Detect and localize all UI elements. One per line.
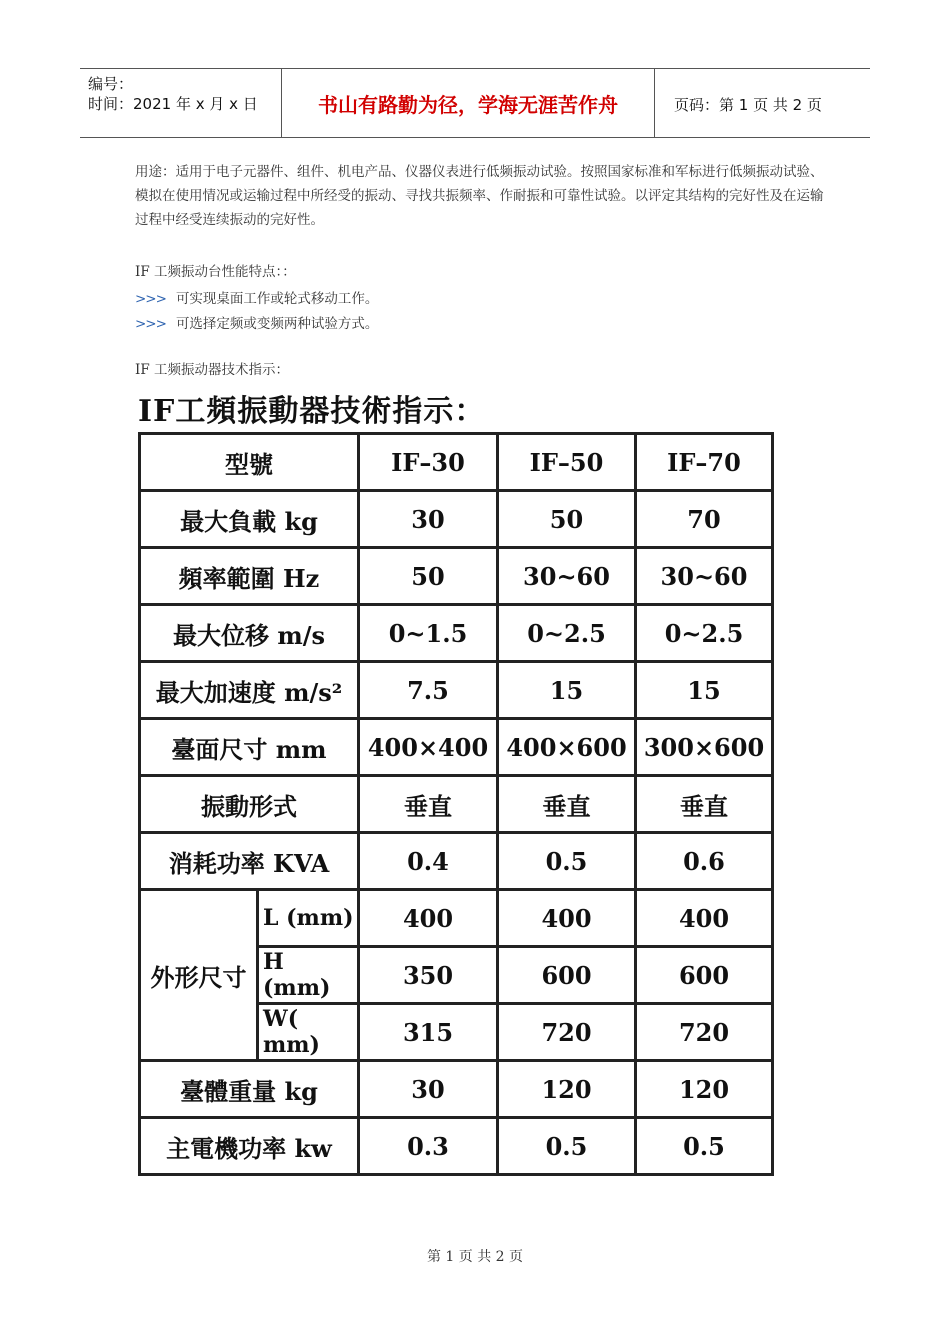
table-cell: 0.3 (359, 1118, 498, 1175)
bullet-arrow-icon: >>> (135, 291, 166, 307)
specs-heading: IF 工频振动器技术指示： (135, 362, 289, 378)
table-cell: 30 (359, 1061, 498, 1118)
table-cell: 400×400 (359, 719, 498, 776)
bullet-arrow-icon: >>> (135, 316, 166, 332)
row-label: 最大負載 kg (140, 491, 359, 548)
header-motto: 书山有路勤为径，学海无涯苦作舟 (281, 69, 655, 137)
feature-item (135, 287, 378, 307)
table-cell: 50 (498, 491, 636, 548)
table-cell: 15 (498, 662, 636, 719)
table-cell: 70 (636, 491, 773, 548)
table-cell: 30~60 (636, 548, 773, 605)
table-cell: 0.4 (359, 833, 498, 890)
table-cell: 0~1.5 (359, 605, 498, 662)
table-title: IF工頻振動器技術指示： (138, 394, 486, 429)
document-time-label: 时间：2021 年 x 月 x 日 (88, 95, 258, 113)
table-cell: 30~60 (498, 548, 636, 605)
table-cell: 0.5 (636, 1118, 773, 1175)
table-cell: 350 (359, 947, 498, 1004)
row-label: 最大加速度 m/s² (140, 662, 359, 719)
table-cell: 0.6 (636, 833, 773, 890)
row-label: 消耗功率 KVA (140, 833, 359, 890)
table-row (140, 719, 773, 776)
table-cell: 400 (359, 890, 498, 947)
header-cell: IF–30 (359, 434, 498, 491)
table-row (140, 548, 773, 605)
table-header-row (140, 434, 773, 491)
table-cell: 400 (498, 890, 636, 947)
table-row (140, 605, 773, 662)
page-header (80, 68, 870, 138)
feature-text: 可选择定频或变频两种试验方式。 (175, 316, 379, 332)
table-row (140, 890, 773, 947)
table-cell: 垂直 (359, 776, 498, 833)
dimension-label: L (mm) (258, 890, 359, 947)
header-page-info (664, 69, 870, 137)
features-heading: IF 工频振动台性能特点：： (135, 264, 296, 280)
table-cell: 50 (359, 548, 498, 605)
header-cell: IF–70 (636, 434, 773, 491)
table-row (140, 662, 773, 719)
table-row (140, 776, 773, 833)
row-label: 最大位移 m/s (140, 605, 359, 662)
table-cell: 15 (636, 662, 773, 719)
row-label: 臺面尺寸 mm (140, 719, 359, 776)
table-cell: 0.5 (498, 833, 636, 890)
row-label: 頻率範圍 Hz (140, 548, 359, 605)
table-cell: 120 (636, 1061, 773, 1118)
table-cell: 600 (636, 947, 773, 1004)
dimension-group-label: 外形尺寸 (140, 890, 258, 1061)
header-page-text: 页码：第 1 页 共 2 页 (674, 96, 822, 114)
header-cell-model: 型號 (140, 434, 359, 491)
table-cell: 30 (359, 491, 498, 548)
table-cell: 0~2.5 (498, 605, 636, 662)
table-cell: 400×600 (498, 719, 636, 776)
table-cell: 300×600 (636, 719, 773, 776)
dimension-label: W( mm) (258, 1004, 359, 1061)
table-cell: 120 (498, 1061, 636, 1118)
table-cell: 400 (636, 890, 773, 947)
table-cell: 315 (359, 1004, 498, 1061)
table-row (140, 1118, 773, 1175)
table-row (140, 1061, 773, 1118)
usage-paragraph: 用途：适用于电子元器件、组件、机电产品、仪器仪表进行低频振动试验。按照国家标准和军标进行低频振动试验、模拟在使用情况或运输过程中所经受的振动、寻找共振频率、作耐振和可靠性试验。以评定其结构的完好性及在运输过程中经受连续振动的完好性。 (135, 164, 824, 228)
document-number-label: 编号： (88, 75, 134, 93)
spec-table (138, 432, 774, 1176)
feature-text: 可实现桌面工作或轮式移动工作。 (175, 291, 379, 307)
table-cell: 0.5 (498, 1118, 636, 1175)
table-row (140, 833, 773, 890)
table-cell: 720 (498, 1004, 636, 1061)
table-cell: 垂直 (636, 776, 773, 833)
header-meta (80, 69, 280, 137)
table-cell: 0~2.5 (636, 605, 773, 662)
table-row (140, 491, 773, 548)
table-cell: 600 (498, 947, 636, 1004)
row-label: 主電機功率 kw (140, 1118, 359, 1175)
table-cell: 720 (636, 1004, 773, 1061)
page-footer: 第 1 页 共 2 页 (426, 1249, 524, 1265)
table-cell: 垂直 (498, 776, 636, 833)
table-cell: 7.5 (359, 662, 498, 719)
dimension-label: H (mm) (258, 947, 359, 1004)
row-label: 振動形式 (140, 776, 359, 833)
feature-item (135, 312, 378, 332)
header-cell: IF–50 (498, 434, 636, 491)
row-label: 臺體重量 kg (140, 1061, 359, 1118)
